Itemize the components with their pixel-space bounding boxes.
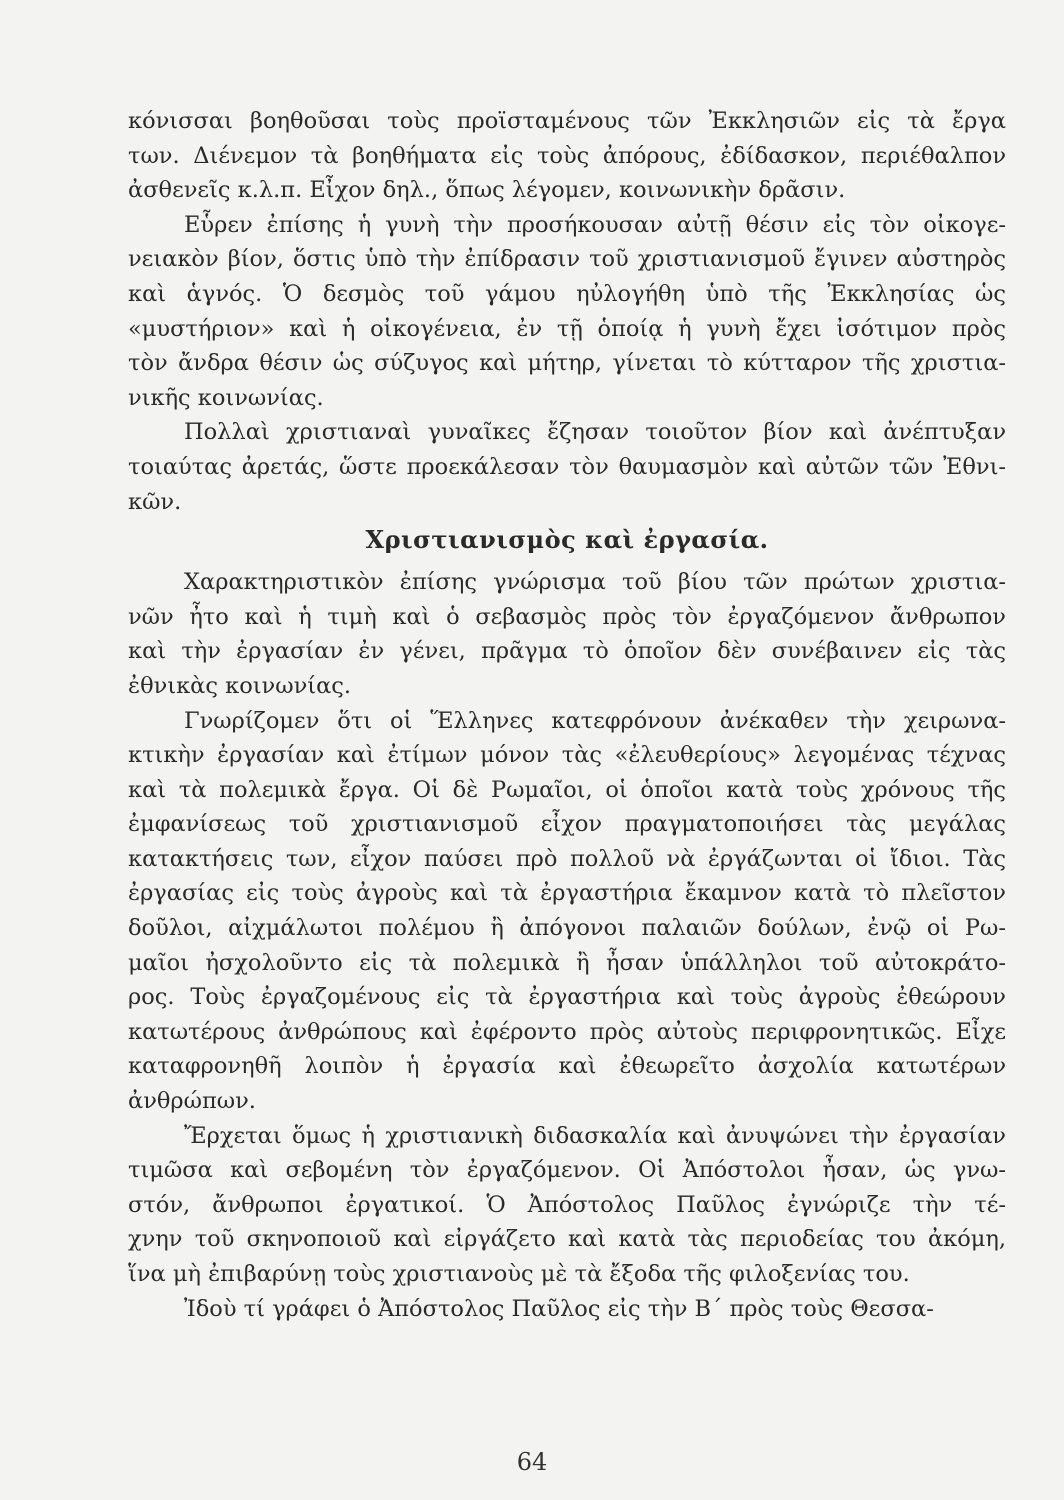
text-line: νειακὸν βίον, ὅστις ὑπὸ τὴν ἐπίδρασιν τοῦ χριστιανισμοῦ ἔγινεν αὐστηρὸς: [128, 246, 1006, 273]
text-line: δοῦλοι, αἰχμάλωτοι πολέμου ἢ ἀπόγονοι παλαιῶν δούλων, ἐνῷ οἱ Ρω-: [128, 915, 1006, 942]
text-line: ἀνθρώπων.: [128, 1088, 256, 1115]
text-line: χνην τοῦ σκηνοποιοῦ καὶ εἰργάζετο καὶ κατὰ τὰς περιοδείας του ἀκόμη,: [128, 1226, 1006, 1253]
text-line: καταφρονηθῆ λοιπὸν ἡ ἐργασία καὶ ἐθεωρεῖτο ἀσχολία κατωτέρων: [128, 1053, 1006, 1080]
text-line: τὸν ἄνδρα θέσιν ὡς σύζυγος καὶ μήτηρ, γίνεται τὸ κύτταρον τῆς χριστια-: [128, 350, 1006, 377]
paragraph: [128, 1292, 1006, 1327]
text-line: ἵνα μὴ ἐπιβαρύνῃ τοὺς χριστιανοὺς μὲ τὰ ἔξοδα τῆς φιλοξενίας του.: [128, 1261, 910, 1287]
text-line: ἐμφανίσεως τοῦ χριστιανισμοῦ εἶχον πραγματοποιήσει τὰς μεγάλας: [128, 811, 1006, 838]
text-line: των. Διένεμον τὰ βοηθήματα εἰς τοὺς ἀπόρους, ἐδίδασκον, περιέθαλπον: [128, 142, 1006, 169]
paragraph: [128, 104, 1006, 208]
text-line: Ἔρχεται ὅμως ἡ χριστιανικὴ διδασκαλία καὶ ἀνυψώνει τὴν ἐργασίαν: [184, 1122, 1006, 1149]
text-line: ἀσθενεῖς κ.λ.π. Εἶχον δηλ., ὅπως λέγομεν, κοινωνικὴν δρᾶσιν.: [128, 177, 846, 204]
text-line: Εὗρεν ἐπίσης ἡ γυνὴ τὴν προσήκουσαν αὐτῇ θέσιν εἰς τὸν οἰκογε-: [184, 211, 1006, 238]
page-number: 64: [516, 1448, 548, 1476]
paragraph: [128, 1119, 1006, 1292]
text-line: νικῆς κοινωνίας.: [128, 384, 324, 411]
body-text: [128, 104, 1006, 1326]
paragraph: [128, 208, 1006, 416]
text-line: Ἰδοὺ τί γράφει ὁ Ἀπόστολος Παῦλος εἰς τὴν Β΄ πρὸς τοὺς Θεσσα-: [184, 1295, 934, 1322]
text-line: κτικὴν ἐργασίαν καὶ ἐτίμων μόνον τὰς «ἐλευθερίους» λεγομένας τέχνας: [128, 742, 1006, 769]
text-line: στόν, ἄνθρωποι ἐργατικοί. Ὁ Ἀπόστολος Παῦλος ἐγνώριζε τὴν τέ-: [128, 1191, 1006, 1218]
text-line: Γνωρίζομεν ὅτι οἱ Ἕλληνες κατεφρόνουν ἀνέκαθεν τὴν χειρωνα-: [184, 707, 1006, 734]
text-line: τοιαύτας ἀρετάς, ὥστε προεκάλεσαν τὸν θαυμασμὸν καὶ αὐτῶν τῶν Ἐθνι-: [128, 453, 1006, 480]
text-line: τιμῶσα καὶ σεβομένη τὸν ἐργαζόμενον. Οἱ Ἀπόστολοι ἦσαν, ὡς γνω-: [128, 1157, 1006, 1184]
paragraph: [128, 415, 1006, 519]
text-line: μαῖοι ἠσχολοῦντο εἰς τὰ πολεμικὰ ἢ ἦσαν ὑπάλληλοι τοῦ αὐτοκράτο-: [128, 949, 1006, 976]
text-line: Πολλαὶ χριστιαναὶ γυναῖκες ἔζησαν τοιοῦτον βίον καὶ ἀνέπτυξαν: [184, 419, 1006, 446]
text-line: κόνισσαι βοηθοῦσαι τοὺς προϊσταμένους τῶν Ἐκκλησιῶν εἰς τὰ ἔργα: [128, 108, 1006, 134]
text-line: κατωτέρους ἀνθρώπους καὶ ἐφέροντο πρὸς αὐτοὺς περιφρονητικῶς. Εἶχε: [128, 1018, 1006, 1045]
text-line: καὶ ἁγνός. Ὁ δεσμὸς τοῦ γάμου ηὐλογήθη ὑπὸ τῆς Ἐκκλησίας ὡς: [128, 280, 1006, 307]
section-heading: Χριστιανισμὸς καὶ ἐργασία.: [365, 525, 769, 555]
text-line: Χαρακτηριστικὸν ἐπίσης γνώρισμα τοῦ βίου τῶν πρώτων χριστια-: [184, 569, 1006, 596]
text-line: κατακτήσεις των, εἶχον παύσει πρὸ πολλοῦ νὰ ἐργάζωνται οἱ ἴδιοι. Τὰς: [128, 845, 1006, 872]
paragraph: [128, 704, 1006, 1119]
text-line: ρος. Τοὺς ἐργαζομένους εἰς τὰ ἐργαστήρια καὶ τοὺς ἀγροὺς ἐθεώρουν: [128, 984, 1006, 1011]
text-line: ἐργασίας εἰς τοὺς ἀγροὺς καὶ τὰ ἐργαστήρια ἔκαμνον κατὰ τὸ πλεῖστον: [128, 880, 1006, 907]
text-line: κῶν.: [128, 488, 182, 515]
text-line: νῶν ἦτο καὶ ἡ τιμὴ καὶ ὁ σεβασμὸς πρὸς τὸν ἐργαζόμενον ἄνθρωπον: [128, 603, 1006, 630]
paragraph: [128, 565, 1006, 703]
text-line: καὶ τὰ πολεμικὰ ἔργα. Οἱ δὲ Ρωμαῖοι, οἱ ὁποῖοι κατὰ τοὺς χρόνους τῆς: [128, 776, 1006, 803]
text-line: «μυστήριον» καὶ ἡ οἰκογένεια, ἐν τῇ ὁποίᾳ ἡ γυνὴ ἔχει ἰσότιμον πρὸς: [128, 315, 1006, 342]
text-line: καὶ τὴν ἐργασίαν ἐν γένει, πρᾶγμα τὸ ὁποῖον δὲν συνέβαινεν εἰς τὰς: [128, 638, 1006, 665]
text-line: ἐθνικὰς κοινωνίας.: [128, 672, 352, 699]
